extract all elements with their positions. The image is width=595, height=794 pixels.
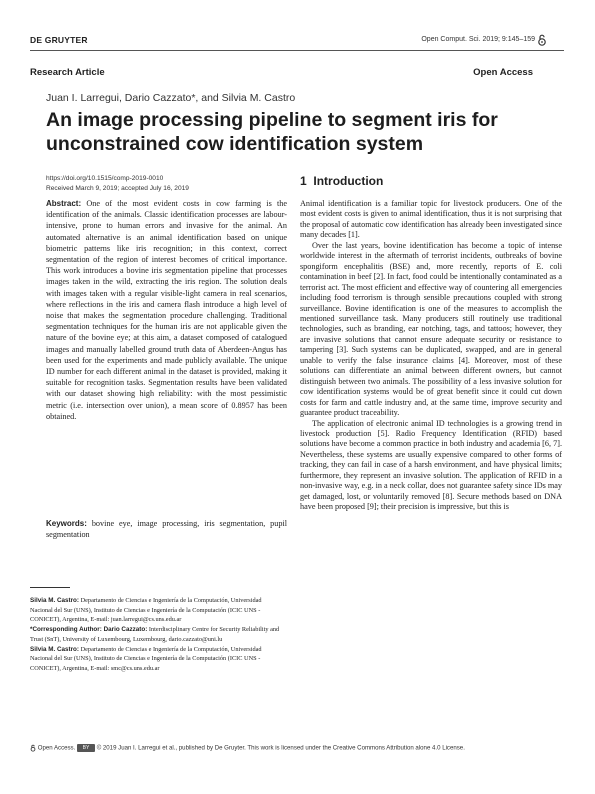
body-paragraph: Over the last years, bovine identification has become a topic of intense worldwide interest in the aftermath of terrorist incidents, outbreaks of bovine spongiform encephalitis (BSE) and, more recently, reports of E. coli contamination in beef [2]. In fact, food could be intentionally contaminated as a terrorist act. The most efficient and effective way of countering all emergencies including food terrorism is through sensible precautions coupled with strong surveillance. Bovine identification is one of the measures to accomplish the mentioned surveillance task. Many producers still routinely use traditional technologies, such as branding, ear notching, tags, and tattoos; however, they are invasive solutions that cannot ensure adequate security or resistance to tampering [3]. Such systems can be duplicated, swapped, and are in general unable to verify the false insurance claims [4]. Moreover, most of these solutions can differentiate an animal between different owners, but cannot distinguish between two animals. The possibility of a less invasive solution for cow identification systems would be of great benefit since it could cut down costs for farm and cattle industry and, at the same time, improve security and guarantee product traceability.: [300, 240, 562, 418]
publisher-name: DE GRUYTER: [30, 35, 88, 45]
keywords: [46, 518, 287, 540]
affiliation-text: Departamento de Ciencias e Ingeniería de la Computación, Universidad Nacional del Sur (UNS), Instituto de Ciencias e Ingeniería de la Computación (ICIC UNS - CONICET), Argentina, E-mail: juan.larregui@cs.uns.edu.ar: [30, 597, 262, 624]
introduction-body: [300, 199, 562, 513]
journal-citation: Open Comput. Sci. 2019; 9:145–159: [421, 36, 535, 43]
affiliation-item: [30, 625, 285, 644]
open-access-icon: [537, 34, 547, 46]
affiliation-name: *Corresponding Author: Dario Cazzato:: [30, 626, 148, 634]
section-number: 1: [300, 174, 307, 188]
article-type: Research Article: [30, 67, 105, 78]
affiliation-name: Silvia M. Castro:: [30, 645, 79, 653]
header-rule: [30, 50, 564, 51]
abstract: [46, 198, 287, 422]
received-dates: Received March 9, 2019; accepted July 16, 2019: [46, 185, 189, 192]
keywords-label: Keywords:: [46, 519, 87, 528]
open-access-small-icon: [30, 744, 36, 752]
affiliation-text: Departamento de Ciencias e Ingeniería de la Computación, Universidad Nacional del Sur (UNS), Instituto de Ciencias e Ingeniería de la Computación (ICIC UNS - CONICET), Argentina, E-mail: smc@cs.uns.edu.ar: [30, 645, 262, 672]
affiliation-item: [30, 645, 285, 674]
license-text: © 2019 Juan I. Larregui et al., published by De Gruyter. This work is licensed under the Creative Commons Attribution alone 4.0 License.: [96, 744, 465, 752]
open-access-label: Open Access: [473, 67, 533, 78]
keywords-text: bovine eye, image processing, iris segmentation, pupil segmentation: [46, 519, 287, 540]
article-meta: [46, 174, 189, 194]
license-footer: [30, 744, 570, 753]
open-access-footer-label: Open Access.: [37, 744, 76, 752]
body-paragraph: Animal identification is a familiar topic for livestock producers. One of the most evident costs is given to animal identification, thus it is not surprising that the proposal of automatic cow identification has already been investigated since many decades [1].: [300, 199, 562, 240]
affiliation-item: [30, 596, 285, 625]
affiliation-name: Silvia M. Castro:: [30, 597, 79, 604]
affiliations: [30, 596, 285, 674]
abstract-label: Abstract:: [46, 199, 82, 208]
abstract-text: One of the most evident costs in cow farming is the identification of the animals. Classic identification processes are labour-intensive, prone to human errors and invasive for the animal. An automated alternative is an animal identification based on unique biometric patterns like iris recognition; in this context, correct segmentation of the region of interest becomes of critical importance. This work introduces a bovine iris segmentation pipeline that processes images taken in the wild, extracting the iris region. The solution deals with images taken with a regular visible-light camera in real scenarios, where reflections in the iris and camera flash introduce a high level of noise that makes the segmentation procedure challenging. Traditional segmentation techniques for the human iris are not applicable given the nature of the bovine eye; at this aim, a dataset composed of catalogued images and manually labelled ground truth data of Aberdeen-Angus has been used for the experiments and made publicly available. The unique ID number for each different animal in the dataset is provided, making it suitable for recognition tasks. Segmentation results have been validated with our dataset showing high reliability: with the most pessimistic metric (i.e. intersection over union), a mean score of 0.8957 has been obtained.: [46, 199, 287, 421]
cc-license-icon[interactable]: BY: [77, 744, 95, 752]
body-paragraph: The application of electronic animal ID technologies is a growing trend in livestock production [5]. Radio Frequency Identification (RFID) based solutions have become a common practice in both industry and academia [6, 7]. Nevertheless, these systems are usually expensive compared to other forms of tracking, they can fail in case of a harsh environment, and have physical limits; furthermore, they represent an invasive solution. The application of RFID in a non-invasive way, e.g. in a neck collar, does not guarantee safety since IDs may get damaged, lost, or voluntarily removed [8]. Secure methods based on DNA have been proposed [9]; their precision is impressive, but this is: [300, 418, 562, 512]
paper-title: An image processing pipeline to segment iris for unconstrained cow identification system: [46, 109, 498, 155]
author-list: Juan I. Larregui, Dario Cazzato*, and Silvia M. Castro: [46, 92, 296, 104]
section-title: Introduction: [313, 174, 384, 188]
affiliation-text: Interdisciplinary Centre for Security Reliability and Trust (SnT), University of Luxembourg, Luxembourg, dario.cazzato@uni.lu: [30, 626, 280, 643]
footnote-rule: [30, 587, 70, 588]
section-heading: [300, 174, 383, 188]
doi-link[interactable]: https://doi.org/10.1515/comp-2019-0010: [46, 175, 164, 182]
